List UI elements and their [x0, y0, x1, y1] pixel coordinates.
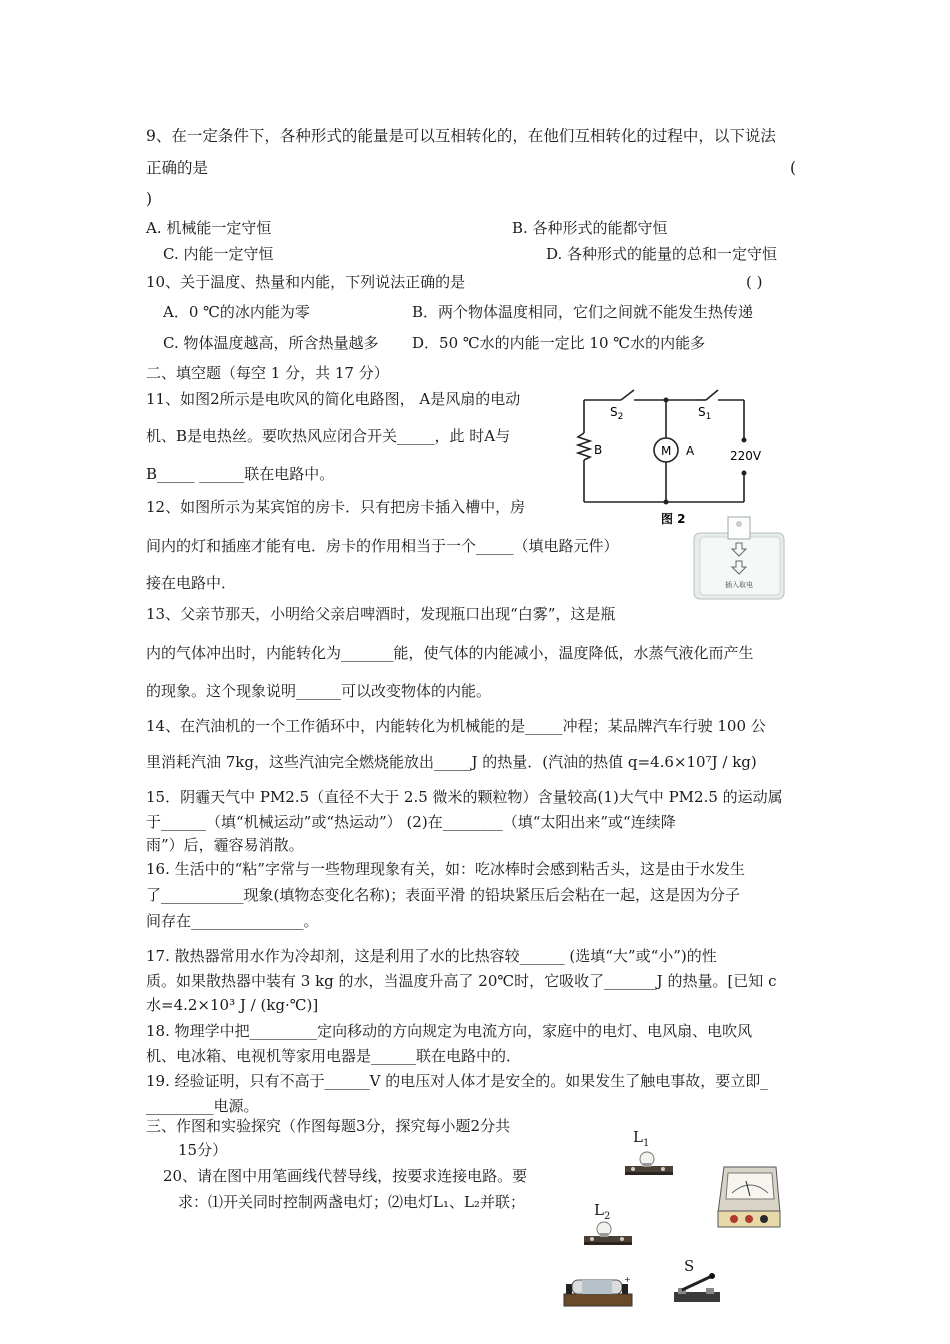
section3-heading-line2: 15分）	[178, 1141, 228, 1159]
lamp-l1-image	[623, 1150, 675, 1176]
battery-image	[562, 1274, 634, 1308]
room-card-holder-image	[692, 515, 788, 601]
q9-option-a: A. 机械能一定守恒	[146, 219, 272, 237]
q17-line2: 质。如果散热器中装有 3 kg 的水，当温度升高了 20℃时，它吸收了_______J 的热量。[已知 c	[146, 972, 777, 990]
q20-line2: 求：⑴开关同时控制两盏电灯；⑵电灯L₁、L₂并联；	[178, 1193, 525, 1211]
fig2-label-s1: $S_1$	[698, 405, 712, 422]
q9-line2: 正确的是	[146, 159, 209, 177]
fig2-label-voltage: 220V	[730, 449, 762, 463]
q15-line1: 15．阴霾天气中 PM2.5（直径不大于 2.5 微米的颗粒物）含量较高(1)大气中 PM2.5 的运动属	[146, 788, 783, 806]
q10-option-a: A．0 ℃的冰内能为零	[163, 303, 310, 321]
q11-line1: 11、如图2所示是电吹风的简化电路图， A是风扇的电动	[146, 390, 521, 408]
q11-line2: 机、B是电热丝。要吹热风应闭合开关_____，此 时A与	[146, 427, 511, 445]
q16-line3: 间存在_______________。	[146, 912, 319, 930]
q15-line3: 雨”）后，霾容易消散。	[146, 836, 304, 854]
q12-line1: 12、如图所示为某宾馆的房卡．只有把房卡插入槽中，房	[146, 498, 526, 516]
fig2-label-a: A	[686, 444, 695, 458]
q12-line2: 间内的灯和插座才能有电．房卡的作用相当于一个_____（填电路元件）	[146, 537, 619, 555]
label-switch-s: S	[684, 1257, 695, 1275]
q9-paren-close: )	[146, 190, 153, 208]
q14-line2: 里消耗汽油 7kg，这些汽油完全燃烧能放出_____J 的热量．(汽油的热值 q=4.6×10⁷J / kg)	[146, 753, 757, 771]
q18-line1: 18. 物理学中把_________定向移动的方向规定为电流方向，家庭中的电灯、电风扇、电吹风	[146, 1022, 753, 1040]
card-holder-text: 插入取电	[725, 581, 753, 589]
q17-line1: 17. 散热器常用水作为冷却剂，这是利用了水的比热容较______ (选填“大”或“小”)的性	[146, 947, 717, 965]
q12-line3: 接在电路中．	[146, 574, 237, 592]
q9-option-d: D. 各种形式的能量的总和一定守恒	[546, 245, 778, 263]
q13-line3: 的现象。这个现象说明______可以改变物体的内能。	[146, 682, 492, 700]
q9-option-b: B. 各种形式的能都守恒	[512, 219, 668, 237]
section3-heading-line1: 三、作图和实验探究（作图每题3分，探究每小题2分共	[146, 1117, 511, 1135]
figure2-circuit-diagram	[566, 378, 788, 528]
fig2-label-b: B	[594, 443, 603, 457]
q13-line1: 13、父亲节那天，小明给父亲启啤酒时，发现瓶口出现“白雾”，这是瓶	[146, 605, 616, 623]
q14-line1: 14、在汽油机的一个工作循环中，内能转化为机械能的是_____冲程；某品牌汽车行驶 100 公	[146, 717, 766, 735]
label-l2: $L_2$	[594, 1201, 611, 1222]
q9-option-c: C. 内能一定守恒	[163, 245, 274, 263]
q15-line2: 于______（填“机械运动”或“热运动”） (2)在________（填“太阳出来”或“连续降	[146, 813, 676, 831]
q13-line2: 内的气体冲出时，内能转化为_______能，使气体的内能减小，温度降低，水蒸气液化而产生	[146, 644, 754, 662]
q19-line1: 19. 经验证明，只有不高于______V 的电压对人体才是安全的。如果发生了触电事故，要立即_	[146, 1072, 768, 1090]
q10-paren: ( )	[746, 273, 763, 291]
q16-line2: 了___________现象(填物态变化名称)；表面平滑 的铅块紧压后会粘在一起，这是因为分子	[146, 886, 740, 904]
q10-stem: 10、关于温度、热量和内能，下列说法正确的是	[146, 273, 466, 291]
q18-line2: 机、电冰箱、电视机等家用电器是______联在电路中的．	[146, 1047, 522, 1065]
q20-line1: 20、请在图中用笔画线代替导线，按要求连接电路。要	[163, 1167, 528, 1185]
q11-line3: B_____ ______联在电路中。	[146, 465, 335, 483]
q10-option-b: B．两个物体温度相同，它们之间就不能发生热传递	[412, 303, 754, 321]
svg-text:+: +	[624, 1275, 631, 1284]
q9-paren-open: (	[790, 159, 797, 177]
fig2-label-s2: $S_2$	[610, 405, 624, 422]
fig2-label-m: M	[661, 444, 672, 458]
q19-line2: _________电源。	[146, 1097, 259, 1115]
section2-heading: 二、填空题（每空 1 分，共 17 分）	[146, 364, 389, 382]
label-l1: $L_1$	[633, 1128, 650, 1149]
q9-line1: 9、在一定条件下，各种形式的能量是可以互相转化的，在他们互相转化的过程中，以下说法	[146, 127, 776, 145]
q16-line1: 16. 生活中的“粘”字常与一些物理现象有关，如：吃冰棒时会感到粘舌头，这是由于水发生	[146, 860, 745, 878]
fig2-caption: 图 2	[661, 512, 686, 526]
switch-image	[672, 1272, 722, 1306]
q10-option-d: D．50 ℃水的内能一定比 10 ℃水的内能多	[412, 334, 706, 352]
q17-line3: 水=4.2×10³ J / (kg·℃)]	[146, 996, 319, 1014]
q10-option-c: C. 物体温度越高，所含热量越多	[163, 334, 379, 352]
lamp-l2-image	[582, 1220, 634, 1246]
ammeter-image	[716, 1163, 782, 1231]
